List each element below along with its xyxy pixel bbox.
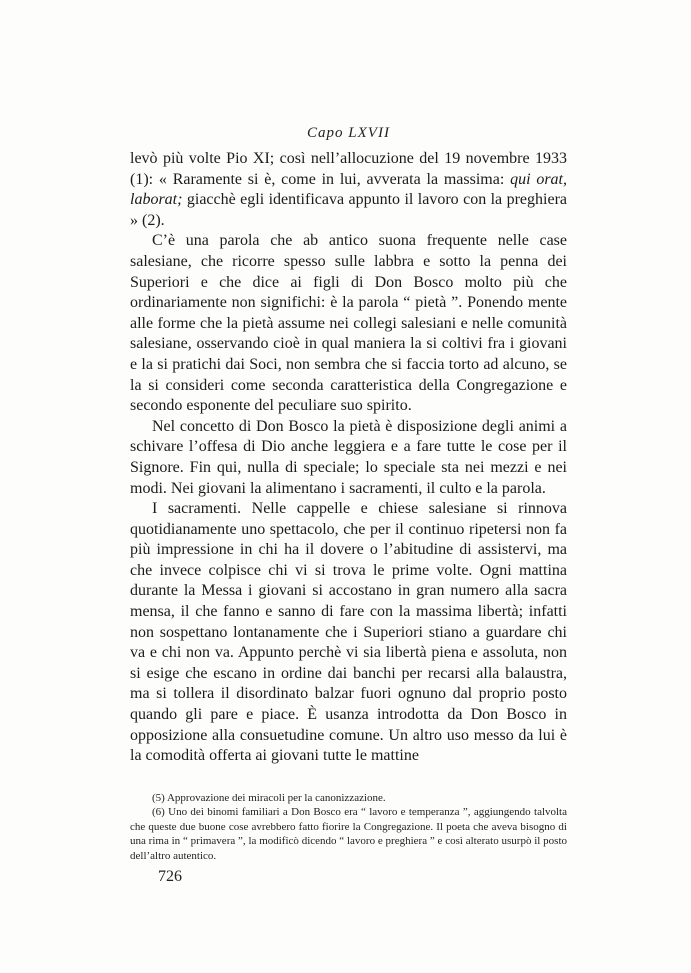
- paragraph: [130, 231, 567, 416]
- footnotes-block: [130, 791, 567, 863]
- page-number: 726: [158, 868, 182, 885]
- paragraph: [130, 149, 567, 231]
- footnote: (6) Uno dei binomi familiari a Don Bosco era “ lavoro e temperanza ”, aggiungendo talvolta che queste due buone cose avrebbero fatto fiorire la Congregazione. Il poeta che aveva bisogno di una rima in “ primavera ”, la modificò dicendo “ lavoro e preghiera ” e così alterato usurpò il posto dell’altro autentico.: [130, 806, 567, 862]
- body-text-block: [130, 149, 567, 767]
- text-run: C’è una parola che ab antico suona frequente nelle case salesiane, che ricorre spesso sulle labbra e sotto la penna dei Superiori e che dice ai figli di Don Bosco molto più che ordinariamente non significhi: è la parola “ pietà ”. Ponendo mente alle forme che la pietà assume nei collegi salesiani e nelle comunità salesiane, osservando cioè in qual maniera la si coltivi fra i giovani e la si pratichi dai Soci, non sembra che si faccia torto ad alcuno, se la si consideri come seconda caratteristica della Congregazione e secondo esponente del peculiare suo spirito.: [130, 232, 567, 415]
- italic-text-run: qui orat, laborat;: [130, 170, 567, 209]
- text-run: Nel concetto di Don Bosco la pietà è disposizione degli animi a schivare l’offesa di Dio anche leggiera e a fare tutte le cose per il Signore. Fin qui, nulla di speciale; lo speciale sta nei mezzi e nei modi. Nei giovani la alimentano i sacramenti, il culto e la parola.: [130, 417, 567, 497]
- text-run: giacchè egli identificava appunto il lavoro con la preghiera » (2).: [130, 191, 567, 229]
- text-run: levò più volte Pio XI; così nell’allocuzione del 19 novembre 1933 (1): « Raramente si è, come in lui, avverata la massima:: [130, 150, 567, 188]
- paragraph: [130, 417, 567, 499]
- chapter-running-head: Capo LXVII: [307, 125, 390, 141]
- text-run: I sacramenti. Nelle cappelle e chiese salesiane si rinnova quotidianamente uno spettacolo, che per il continuo ripetersi non fa più impressione in chi ha il dovere o l’abitudine di assistervi, ma che invece colpisce chi vi si trova le prime volte. Ogni mattina durante la Messa i giovani si accostano in gran numero alla sacra mensa, il che fanno e sanno di fare con la massima libertà; infatti non sospettano lontanamente che i Superiori stiano a guardare chi va e chi non va. Appunto perchè vi sia libertà piena e assoluta, non si esige che escano in ordine dai banchi per recarsi alla balaustra, ma si tollera il disordinato balzar fuori ognuno dal proprio posto quando gli pare e piace. È usanza introdotta da Don Bosco in opposizione alla consuetudine comune. Un altro uso messo da lui è la comodità offerta ai giovani tutte le mattine: [130, 500, 567, 765]
- footnote: (5) Approvazione dei miracoli per la canonizzazione.: [152, 792, 386, 804]
- paragraph: [130, 499, 567, 767]
